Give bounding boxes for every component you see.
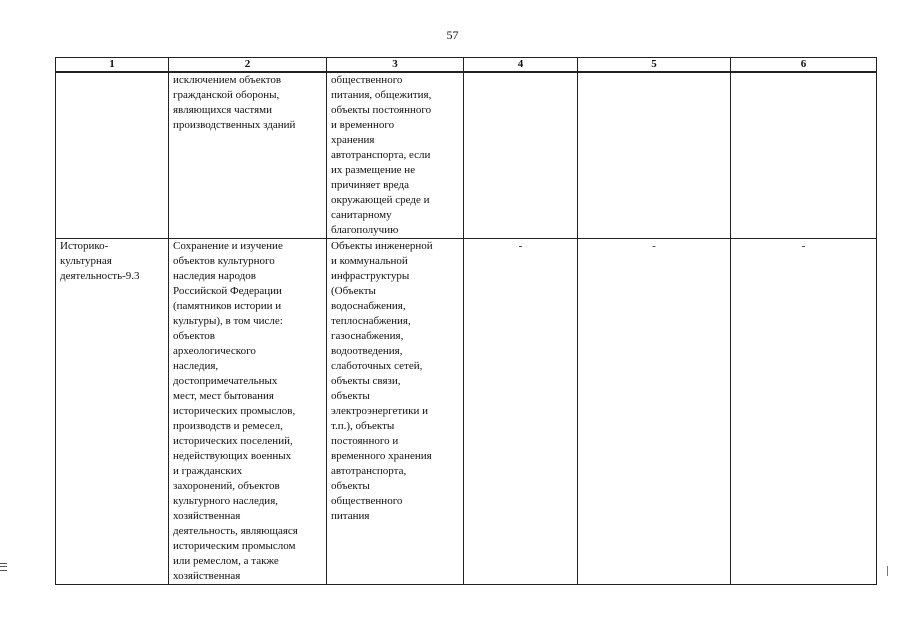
table-cell: Объекты инженерной и коммунальной инфраструктуры (Объекты водоснабжения, теплоснабжения, газоснабжения, водоотведения, слаботочных сетей, объекты связи, объекты электроэнергетики и т.п.), объекты постоянного и временного хранения автотранспорта, объекты общественного питания xyxy=(327,239,464,585)
scan-margin-mark xyxy=(887,566,891,576)
table-cell xyxy=(731,72,877,239)
table-cell: - xyxy=(578,239,731,585)
table-cell xyxy=(56,72,169,239)
column-header-5: 5 xyxy=(578,58,731,73)
table-header-row xyxy=(56,58,877,73)
column-header-2: 2 xyxy=(169,58,327,73)
page-number: 57 xyxy=(446,28,459,42)
column-header-6: 6 xyxy=(731,58,877,73)
table-cell: общественного питания, общежития, объекты постоянного и временного хранения автотранспорта, если их размещение не причиняет вреда окружающей среде и санитарному благополучию xyxy=(327,72,464,239)
table-cell: - xyxy=(464,239,578,585)
table-cell xyxy=(464,72,578,239)
column-header-3: 3 xyxy=(327,58,464,73)
regulations-table xyxy=(55,57,877,585)
table-cell: Историко- культурная деятельность-9.3 xyxy=(56,239,169,585)
table-row xyxy=(56,72,877,239)
column-header-4: 4 xyxy=(464,58,578,73)
scan-margin-mark xyxy=(0,563,7,571)
table-cell: исключением объектов гражданской обороны, являющихся частями производственных зданий xyxy=(169,72,327,239)
table-cell: - xyxy=(731,239,877,585)
table-cell: Сохранение и изучение объектов культурного наследия народов Российской Федерации (памятников истории и культуры), в том числе: объектов археологического наследия, достопримечательных мест, мест бытования исторических промыслов, производств и ремесел, исторических поселений, недействующих военных и гражданских захоронений, объектов культурного наследия, хозяйственная деятельность, являющаяся историческим промыслом или ремеслом, а также хозяйственная xyxy=(169,239,327,585)
table-row xyxy=(56,239,877,585)
table-cell xyxy=(578,72,731,239)
column-header-1: 1 xyxy=(56,58,169,73)
